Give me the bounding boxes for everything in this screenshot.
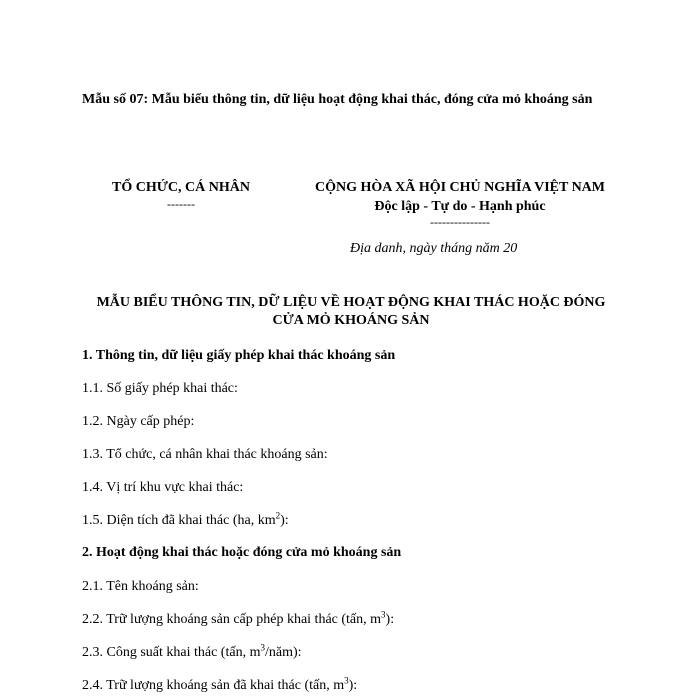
- item-2-2-superscript: 3: [381, 609, 386, 620]
- section-2-title: 2. Hoạt động khai thác hoặc đóng cửa mỏ khoáng sản: [82, 545, 402, 560]
- item-1-5-text: 1.5. Diện tích đã khai thác (ha, km: [82, 513, 276, 528]
- item-2-4-text: 2.4. Trữ lượng khoáng sản đã khai thác (tấn, m: [82, 678, 345, 693]
- document-heading: MẪU BIỂU THÔNG TIN, DỮ LIỆU VỀ HOẠT ĐỘNG KHAI THÁC HOẶC ĐÓNG CỬA MỎ KHOÁNG SẢN: [96, 295, 606, 328]
- item-2-3-text: 2.3. Công suất khai thác (tấn, m: [82, 645, 261, 660]
- item-1-2: 1.2. Ngày cấp phép:: [82, 414, 195, 429]
- item-2-2-text: 2.2. Trữ lượng khoáng sản cấp phép khai thác (tấn, m: [82, 612, 382, 627]
- motto-separator: ---------------: [430, 215, 490, 229]
- item-2-2: [82, 610, 394, 629]
- nation-name: CỘNG HÒA XÃ HỘI CHỦ NGHĨA VIỆT NAM: [314, 180, 605, 195]
- item-2-4-suffix: ):: [348, 678, 358, 693]
- item-1-5: [82, 511, 289, 530]
- organization-header: [96, 178, 266, 211]
- item-2-2-suffix: ):: [385, 612, 395, 627]
- organization-name: TỔ CHỨC, CÁ NHÂN: [112, 180, 250, 195]
- item-2-3-suffix: /năm):: [264, 645, 302, 660]
- item-1-5-suffix: ):: [280, 513, 289, 528]
- item-1-4: 1.4. Vị trí khu vực khai thác:: [82, 480, 244, 495]
- item-2-3: [82, 643, 302, 662]
- form-title: Mẫu số 07: Mẫu biểu thông tin, dữ liệu hoạt động khai thác, đóng cửa mỏ khoáng sản: [82, 92, 593, 107]
- nation-header: [280, 178, 640, 228]
- item-1-1: 1.1. Số giấy phép khai thác:: [82, 381, 238, 396]
- nation-motto: Độc lập - Tự do - Hạnh phúc: [374, 199, 546, 214]
- place-date-line: Địa danh, ngày tháng năm 20: [350, 241, 518, 256]
- item-1-3: 1.3. Tổ chức, cá nhân khai thác khoáng sản:: [82, 447, 328, 462]
- item-2-4-superscript: 3: [344, 675, 349, 686]
- organization-separator: -------: [167, 197, 195, 211]
- section-1-title: 1. Thông tin, dữ liệu giấy phép khai thác khoáng sản: [82, 348, 396, 363]
- item-1-5-superscript: 2: [275, 510, 281, 521]
- item-2-1: 2.1. Tên khoáng sản:: [82, 579, 199, 594]
- item-2-3-superscript: 3: [260, 642, 265, 653]
- item-2-4: [82, 676, 357, 695]
